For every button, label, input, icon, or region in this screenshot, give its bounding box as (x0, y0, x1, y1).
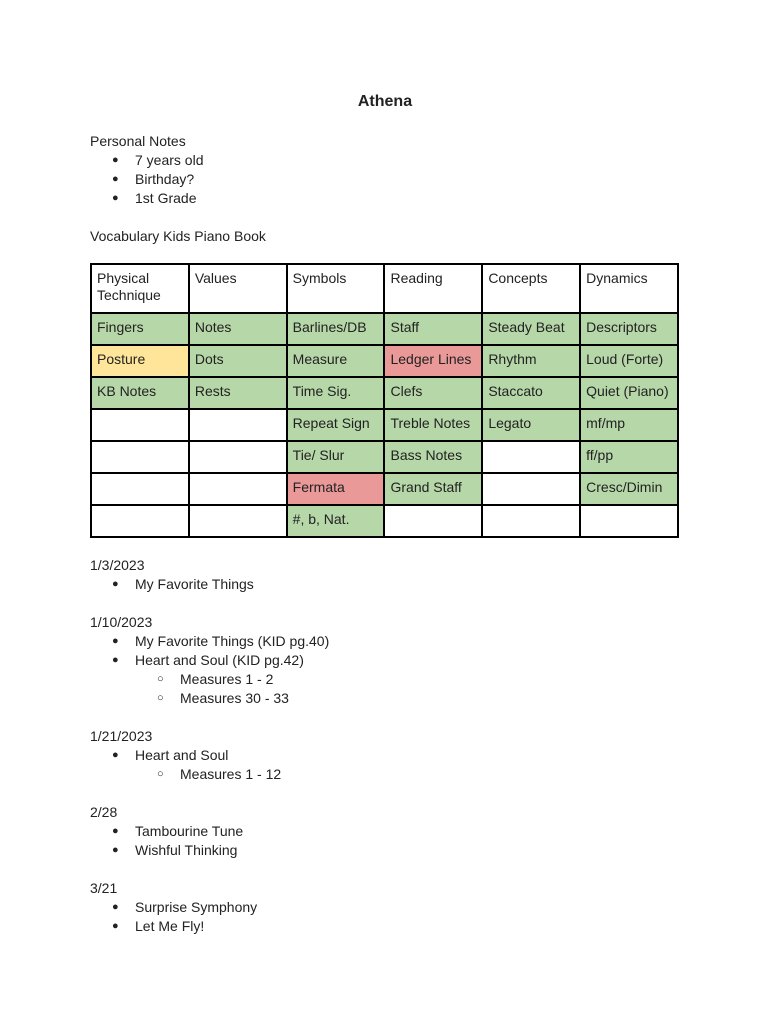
list-item: ● Birthday? (90, 170, 680, 189)
sub-list-item: ○ Measures 1 - 2 (90, 670, 680, 689)
table-cell (189, 441, 287, 473)
table-header-cell: Values (189, 264, 287, 313)
table-cell: Rests (189, 377, 287, 409)
table-cell: Descriptors (580, 313, 678, 345)
list-item: ● My Favorite Things (KID pg.40) (90, 632, 680, 651)
lesson-log (90, 556, 680, 936)
table-cell: ff/pp (580, 441, 678, 473)
table-cell (91, 441, 189, 473)
table-cell: Repeat Sign (287, 409, 385, 441)
table-cell (580, 505, 678, 537)
table-cell (384, 505, 482, 537)
table-cell (189, 409, 287, 441)
table-row (91, 313, 678, 345)
list-item: ● Surprise Symphony (90, 898, 680, 917)
table-cell (91, 473, 189, 505)
table-header-cell: Physical Technique (91, 264, 189, 313)
lesson-date: 1/10/2023 (90, 614, 153, 630)
table-cell: Measure (287, 345, 385, 377)
table-cell: Time Sig. (287, 377, 385, 409)
page-title: Athena (357, 93, 413, 110)
personal-notes-list (90, 151, 680, 208)
table-row (91, 473, 678, 505)
list-item: ● Wishful Thinking (90, 841, 680, 860)
table-cell: Fermata (287, 473, 385, 505)
list-item: ● Tambourine Tune (90, 822, 680, 841)
table-cell (482, 473, 580, 505)
table-cell: KB Notes (91, 377, 189, 409)
table-cell: Staccato (482, 377, 580, 409)
vocabulary-heading: Vocabulary Kids Piano Book (90, 228, 266, 244)
table-cell: Cresc/Dimin (580, 473, 678, 505)
table-cell: Ledger Lines (384, 345, 482, 377)
table-cell (482, 505, 580, 537)
table-header-cell: Symbols (287, 264, 385, 313)
lesson-date: 2/28 (90, 804, 118, 820)
table-header-cell: Dynamics (580, 264, 678, 313)
table-cell: mf/mp (580, 409, 678, 441)
table-cell: Dots (189, 345, 287, 377)
table-header-cell: Reading (384, 264, 482, 313)
table-cell: #, b, Nat. (287, 505, 385, 537)
table-cell (91, 409, 189, 441)
list-item: ● Heart and Soul (KID pg.42) (90, 651, 680, 670)
table-cell: Treble Notes (384, 409, 482, 441)
table-header-cell: Concepts (482, 264, 580, 313)
list-item: ● My Favorite Things (90, 575, 680, 594)
document-page (90, 92, 680, 936)
vocabulary-table (90, 263, 679, 538)
table-cell (482, 441, 580, 473)
table-cell: Staff (384, 313, 482, 345)
list-item: ● Let Me Fly! (90, 917, 680, 936)
table-cell (189, 505, 287, 537)
table-cell (189, 473, 287, 505)
list-item: ● 1st Grade (90, 189, 680, 208)
lesson-date: 3/21 (90, 880, 118, 896)
sub-list (90, 670, 680, 708)
table-cell: Legato (482, 409, 580, 441)
table-row (91, 377, 678, 409)
table-header-row (91, 264, 678, 313)
lesson-items (90, 575, 680, 594)
list-item: ● 7 years old (90, 151, 680, 170)
lesson-date: 1/3/2023 (90, 557, 145, 573)
table-cell: Clefs (384, 377, 482, 409)
list-item: ● Heart and Soul (90, 746, 680, 765)
table-row (91, 345, 678, 377)
lesson-items (90, 898, 680, 936)
table-cell: Fingers (91, 313, 189, 345)
table-cell: Barlines/DB (287, 313, 385, 345)
table-cell: Tie/ Slur (287, 441, 385, 473)
sub-list-item: ○ Measures 30 - 33 (90, 689, 680, 708)
table-cell: Loud (Forte) (580, 345, 678, 377)
table-cell (91, 505, 189, 537)
table-row (91, 441, 678, 473)
table-cell: Notes (189, 313, 287, 345)
table-cell: Rhythm (482, 345, 580, 377)
lesson-items (90, 746, 680, 784)
sub-list (90, 765, 680, 784)
lesson-items (90, 632, 680, 708)
lesson-items (90, 822, 680, 860)
lesson-date: 1/21/2023 (90, 728, 153, 744)
personal-notes-heading: Personal Notes (90, 133, 186, 149)
table-row (91, 505, 678, 537)
table-cell: Bass Notes (384, 441, 482, 473)
table-cell: Steady Beat (482, 313, 580, 345)
table-cell: Posture (91, 345, 189, 377)
table-cell: Quiet (Piano) (580, 377, 678, 409)
table-row (91, 409, 678, 441)
sub-list-item: ○ Measures 1 - 12 (90, 765, 680, 784)
table-cell: Grand Staff (384, 473, 482, 505)
